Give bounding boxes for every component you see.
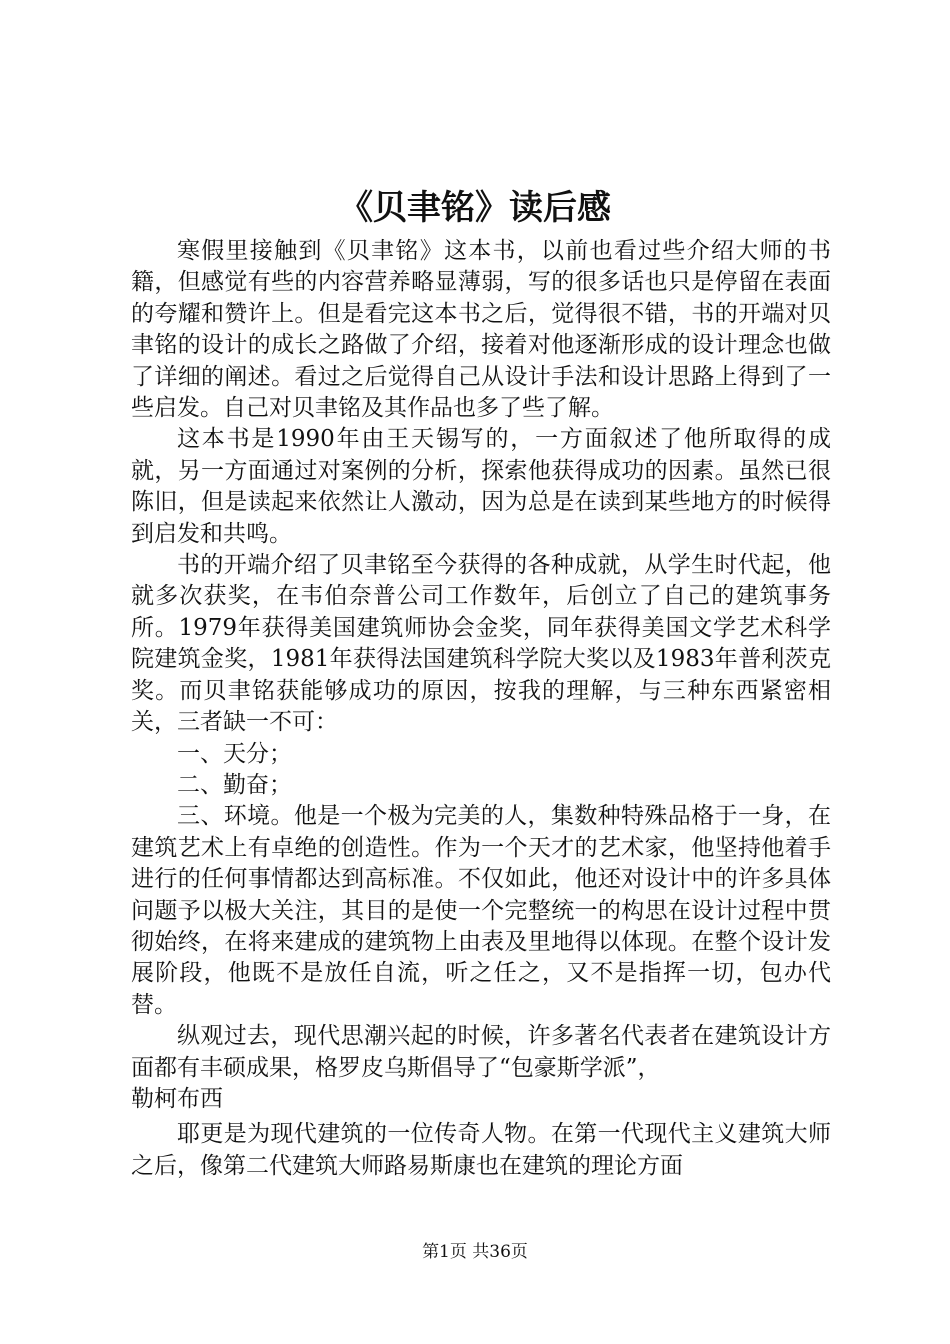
paragraph-intro: 寒假里接触到《贝聿铭》这本书，以前也看过些介绍大师的书籍，但感觉有些的内容营养略显薄弱，写的很多话也只是停留在表面的夸耀和赞许上。但是看完这本书之后，觉得很不错，书的开端对贝聿铭的设计的成长之路做了介绍，接着对他逐渐形成的设计理念也做了详细的阐述。看过之后觉得自己从设计手法和设计思路上得到了一些启发。自己对贝聿铭及其作品也多了些了解。 [131, 238, 831, 422]
list-item-talent: 一、天分； [177, 740, 292, 767]
document-title: 《贝聿铭》读后感 [339, 188, 611, 228]
paragraph-fragment: 勒柯布西 [131, 1085, 223, 1112]
list-item-environment: 三、环境。他是一个极为完美的人，集数种特殊品格于一身，在建筑艺术上有卓绝的创造性。作为一个天才的艺术家，他坚持他着手进行的任何事情都达到高标准。不仅如此，他还对设计中的许多具体问题予以极大关注，其目的是使一个完整统一的构思在设计过程中贯彻始终，在将来建成的建筑物上由表及里地得以体现。在整个设计发展阶段，他既不是放任自流，听之任之，又不是指挥一切，包办代替。 [131, 803, 831, 1018]
paragraph-book-info: 这本书是1990年由王天锡写的，一方面叙述了他所取得的成就，另一方面通过对案例的分析，探索他获得成功的因素。虽然已很陈旧，但是读起来依然让人激动，因为总是在读到某些地方的时候得到启发和共鸣。 [131, 426, 831, 547]
paragraph-achievements: 书的开端介绍了贝聿铭至今获得的各种成就，从学生时代起，他就多次获奖，在韦伯奈普公司工作数年，后创立了自己的建筑事务所。1979年获得美国建筑师协会金奖，同年获得美国文学艺术科学院建筑金奖，1981年获得法国建筑科学院大奖以及1983年普利茨克奖。而贝聿铭获能够成功的原因，按我的理解，与三种东西紧密相关，三者缺一不可： [131, 552, 831, 736]
list-item-diligence: 二、勤奋； [177, 771, 292, 798]
paragraph-continuation: 耶更是为现代建筑的一位传奇人物。在第一代现代主义建筑大师之后，像第二代建筑大师路易斯康也在建筑的理论方面 [131, 1121, 831, 1179]
paragraph-history: 纵观过去，现代思潮兴起的时候，许多著名代表者在建筑设计方面都有丰硕成果，格罗皮乌斯倡导了“包豪斯学派”， [131, 1023, 831, 1081]
document-body [131, 236, 831, 1182]
page-footer: 第1页 共36页 [422, 1242, 528, 1262]
